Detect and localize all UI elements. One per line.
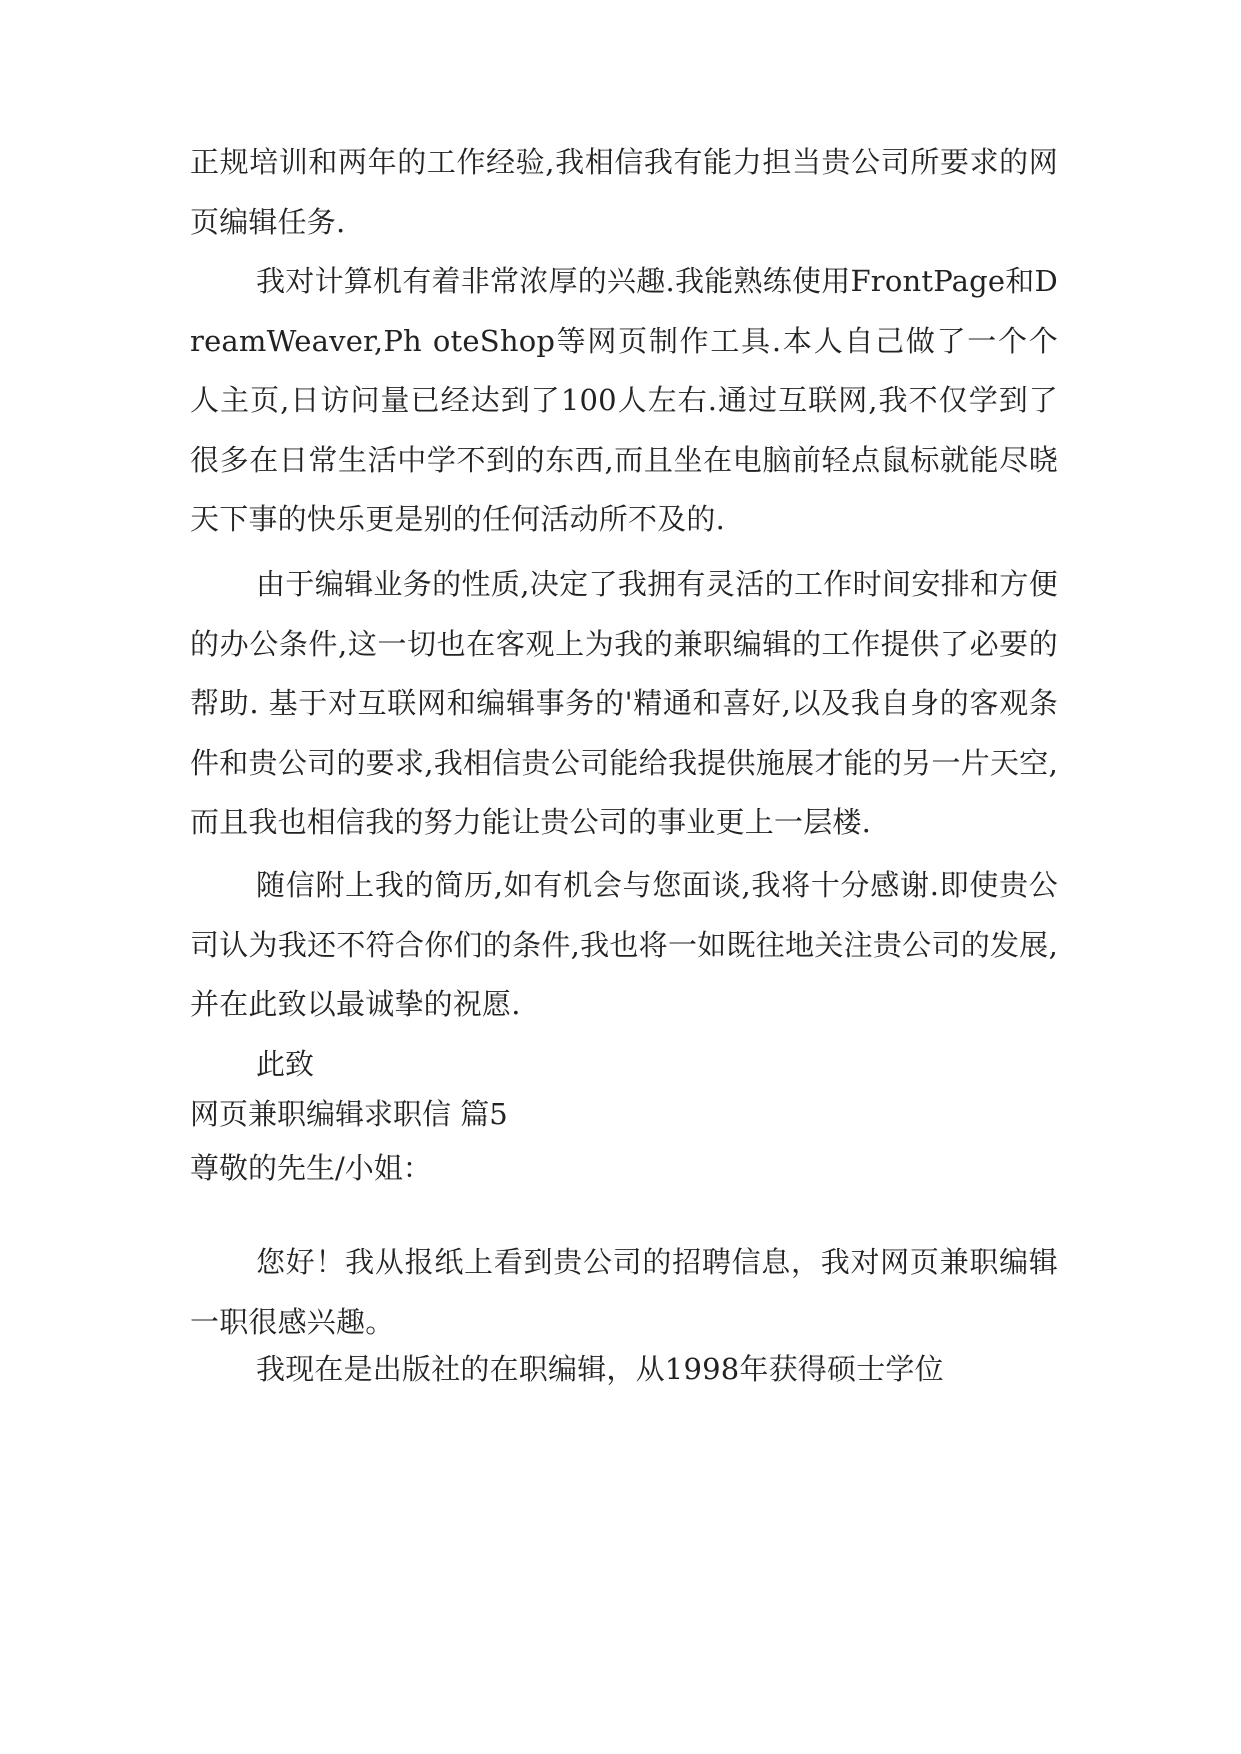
paragraph-5: 您好！我从报纸上看到贵公司的招聘信息，我对网页兼职编辑一职很感兴趣。 [190, 1245, 1058, 1339]
paragraph-6: 我现在是出版社的在职编辑，从1998年获得硕士学位 [256, 1352, 944, 1386]
paragraph-1: 正规培训和两年的工作经验,我相信我有能力担当贵公司所要求的网页编辑任务. [190, 145, 1058, 239]
paragraph-3: 由于编辑业务的性质,决定了我拥有灵活的工作时间安排和方便的办公条件,这一切也在客观上为我的兼职编辑的工作提供了必要的帮助. 基于对互联网和编辑事务的'精通和喜好,以及我自身的客观条件和贵公司的要求,我相信贵公司能给我提供施展才能的另一片天空,而且我也相信我的努力能让贵公司的事业更上一层楼. [190, 567, 1058, 839]
paragraph-4: 随信附上我的简历,如有机会与您面谈,我将十分感谢.即使贵公司认为我还不符合你们的条件,我也将一如既往地关注贵公司的发展,并在此致以最诚挚的祝愿. [190, 868, 1058, 1021]
salutation: 尊敬的先生/小姐： [190, 1151, 432, 1185]
paragraph-2: 我对计算机有着非常浓厚的兴趣.我能熟练使用FrontPage和DreamWeaver,Ph oteShop等网页制作工具.本人自己做了一个个人主页,日访问量已经达到了100人左右.通过互联网,我不仅学到了很多在日常生活中学不到的东西,而且坐在电脑前轻点鼠标就能尽晓天下事的快乐更是别的任何活动所不及的. [190, 264, 1058, 536]
closing-text: 此致 [256, 1047, 315, 1081]
section-title: 网页兼职编辑求职信 篇5 [190, 1097, 508, 1131]
